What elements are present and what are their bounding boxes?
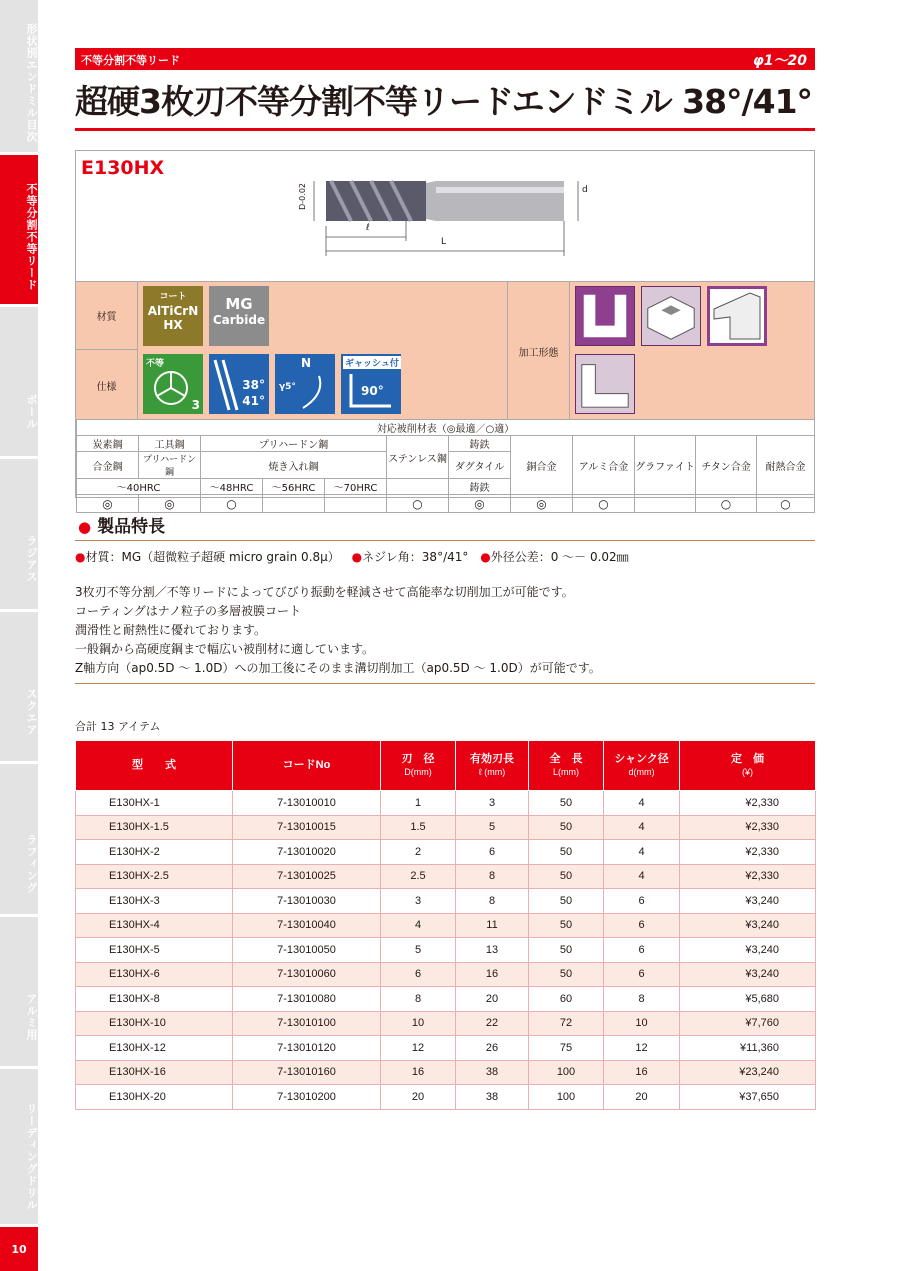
page-number: 10 [0, 1227, 38, 1271]
model-cell: E130HX-16 [76, 1060, 233, 1085]
table-row [76, 889, 816, 914]
code-cell: 7-13010040 [233, 913, 381, 938]
overall-length-cell: 60 [529, 987, 604, 1012]
flute-length-cell: 6 [456, 840, 529, 865]
flute-length-cell: 20 [456, 987, 529, 1012]
col-header-code: コードNo [233, 741, 381, 791]
diameter-cell: 6 [381, 962, 456, 987]
shank-cell: 20 [604, 1085, 680, 1110]
table-row [76, 913, 816, 938]
drawing-label-D: D-0.02 [298, 183, 307, 210]
code-cell: 7-13010120 [233, 1036, 381, 1061]
model-name: E130HX [81, 157, 165, 179]
overall-length-cell: 50 [529, 815, 604, 840]
side-tab-toc[interactable]: 形状別エンドミル目次 [0, 0, 38, 155]
description-divider [75, 683, 815, 684]
title-divider [75, 128, 815, 131]
table-row [76, 987, 816, 1012]
code-cell: 7-13010015 [233, 815, 381, 840]
gash-badge: ギャッシュ付 90° [341, 354, 401, 414]
diameter-cell: 20 [381, 1085, 456, 1110]
model-cell: E130HX-1 [76, 791, 233, 816]
side-tab-leading-drill[interactable]: リーディングドリル [0, 1069, 38, 1227]
overall-length-cell: 50 [529, 840, 604, 865]
material-table-title: 対応被削材表（◎最適／○適） [77, 420, 815, 436]
col-header-diameter: 刃 径 D(mm) [381, 741, 456, 791]
product-table [75, 740, 816, 1110]
diameter-cell: 3 [381, 889, 456, 914]
shank-cell: 10 [604, 1011, 680, 1036]
mg-carbide-badge: MG Carbide [209, 286, 269, 346]
price-cell: ¥3,240 [680, 938, 816, 963]
flute-length-cell: 26 [456, 1036, 529, 1061]
overall-length-cell: 50 [529, 889, 604, 914]
table-row [76, 1036, 816, 1061]
flute-length-cell: 38 [456, 1060, 529, 1085]
table-row [76, 962, 816, 987]
side-tab-ball[interactable]: ボール [0, 307, 38, 459]
price-cell: ¥5,680 [680, 987, 816, 1012]
price-cell: ¥7,760 [680, 1011, 816, 1036]
model-cell: E130HX-20 [76, 1085, 233, 1110]
price-cell: ¥37,650 [680, 1085, 816, 1110]
table-row [76, 1060, 816, 1085]
bullet-dot-icon: ● [480, 550, 491, 564]
model-cell: E130HX-3 [76, 889, 233, 914]
table-row [76, 938, 816, 963]
side-tab-roughing[interactable]: ラフィング [0, 764, 38, 917]
coating-badge: コート AlTiCrN HX [143, 286, 203, 346]
col-header-model: 型 式 [76, 741, 233, 791]
diameter-range: φ1〜20 [752, 53, 807, 69]
flute-length-cell: 22 [456, 1011, 529, 1036]
diameter-cell: 8 [381, 987, 456, 1012]
spec-grid [76, 281, 814, 419]
side-tab-unequal[interactable]: 不等分割不等リード [0, 155, 38, 307]
shank-cell: 4 [604, 815, 680, 840]
price-cell: ¥3,240 [680, 913, 816, 938]
side-milling-icon [707, 286, 767, 346]
diameter-cell: 4 [381, 913, 456, 938]
overall-length-cell: 72 [529, 1011, 604, 1036]
price-cell: ¥2,330 [680, 791, 816, 816]
col-header-price: 定 価 (¥) [680, 741, 816, 791]
code-cell: 7-13010200 [233, 1085, 381, 1110]
feature-bullets: ●材質：MG（超微粒子超硬 micro grain 0.8μ） ●ネジレ角：38°/41° ●外径公差：0 〜－ 0.02㎜ [75, 550, 629, 564]
price-cell: ¥3,240 [680, 889, 816, 914]
category-bar [75, 48, 815, 70]
flute-length-cell: 8 [456, 889, 529, 914]
spec-box [75, 150, 815, 511]
shoulder-milling-icon [575, 354, 635, 414]
diameter-cell: 1.5 [381, 815, 456, 840]
table-row [76, 864, 816, 889]
diameter-cell: 12 [381, 1036, 456, 1061]
shank-cell: 16 [604, 1060, 680, 1085]
overall-length-cell: 50 [529, 913, 604, 938]
unequal-flute-badge: 不等 3 [143, 354, 203, 414]
diameter-cell: 5 [381, 938, 456, 963]
model-cell: E130HX-1.5 [76, 815, 233, 840]
shank-cell: 6 [604, 913, 680, 938]
drawing-label-L: L [441, 237, 447, 247]
shank-cell: 8 [604, 987, 680, 1012]
code-cell: 7-13010010 [233, 791, 381, 816]
side-tab-aluminum[interactable]: アルミ用 [0, 917, 38, 1069]
page-title: 超硬3枚刃不等分割不等リードエンドミル 38°/41° [75, 82, 813, 121]
rake-angle-badge: N γ5° [275, 354, 335, 414]
model-cell: E130HX-6 [76, 962, 233, 987]
model-cell: E130HX-2 [76, 840, 233, 865]
price-cell: ¥2,330 [680, 815, 816, 840]
side-index [0, 0, 38, 1271]
diameter-cell: 10 [381, 1011, 456, 1036]
shank-cell: 12 [604, 1036, 680, 1061]
item-total: 合計 13 アイテム [75, 720, 161, 733]
model-cell: E130HX-10 [76, 1011, 233, 1036]
side-tab-square[interactable]: スクエア [0, 612, 38, 764]
price-cell: ¥2,330 [680, 840, 816, 865]
overall-length-cell: 75 [529, 1036, 604, 1061]
code-cell: 7-13010100 [233, 1011, 381, 1036]
price-cell: ¥3,240 [680, 962, 816, 987]
overall-length-cell: 50 [529, 962, 604, 987]
table-row [76, 815, 816, 840]
flute-length-cell: 11 [456, 913, 529, 938]
price-cell: ¥2,330 [680, 864, 816, 889]
overall-length-cell: 50 [529, 864, 604, 889]
features-divider [75, 540, 815, 541]
bullet-dot-icon: ● [351, 550, 363, 564]
flute-length-cell: 38 [456, 1085, 529, 1110]
helix-angle-badge: 38° 41° [209, 354, 269, 414]
features-heading: ● 製品特長 [78, 517, 166, 537]
side-tab-radius[interactable]: ラジアス [0, 459, 38, 612]
diameter-cell: 1 [381, 791, 456, 816]
code-cell: 7-13010025 [233, 864, 381, 889]
spec-label: 仕様 [76, 350, 138, 420]
flute-length-cell: 16 [456, 962, 529, 987]
overall-length-cell: 100 [529, 1060, 604, 1085]
model-cell: E130HX-4 [76, 913, 233, 938]
process-label: 加工形態 [508, 282, 570, 420]
slotting-icon [575, 286, 635, 346]
col-header-overall-length: 全 長 L(mm) [529, 741, 604, 791]
table-row [76, 840, 816, 865]
overall-length-cell: 50 [529, 791, 604, 816]
overall-length-cell: 50 [529, 938, 604, 963]
code-cell: 7-13010080 [233, 987, 381, 1012]
shank-cell: 6 [604, 962, 680, 987]
code-cell: 7-13010050 [233, 938, 381, 963]
flute-length-cell: 13 [456, 938, 529, 963]
flute-length-cell: 8 [456, 864, 529, 889]
code-cell: 7-13010060 [233, 962, 381, 987]
code-cell: 7-13010030 [233, 889, 381, 914]
work-material-table: 対応被削材表（◎最適／○適） 炭素鋼 工具鋼 プリハードン鋼 ステンレス鋼 鋳鉄 銅合金 アルミ合金 グラファイト チタン合金 耐熱合金 合金鋼 プリハードン鋼 焼き入れ鋼 ダグタイル 〜40HRC 〜48HRC 〜56HRC 〜70HRC 鋳鉄 ◎ ◎ ○ ○ ◎ ◎ ○ ○ ○ [76, 419, 815, 513]
model-cell: E130HX-2.5 [76, 864, 233, 889]
model-cell: E130HX-12 [76, 1036, 233, 1061]
overall-length-cell: 100 [529, 1085, 604, 1110]
diameter-cell: 2.5 [381, 864, 456, 889]
diameter-cell: 16 [381, 1060, 456, 1085]
shank-cell: 4 [604, 864, 680, 889]
shank-cell: 6 [604, 889, 680, 914]
bullet-dot-icon: ● [78, 518, 92, 536]
col-header-shank: シャンク径 d(mm) [604, 741, 680, 791]
material-suitability-row: ◎ ◎ ○ ○ ◎ ◎ ○ ○ ○ [77, 495, 815, 513]
shank-cell: 4 [604, 791, 680, 816]
col-header-flute-length: 有効刃長 ℓ (mm) [456, 741, 529, 791]
drawing-label-l: ℓ [366, 223, 370, 233]
code-cell: 7-13010160 [233, 1060, 381, 1085]
table-row [76, 1011, 816, 1036]
feature-description: 3枚刃不等分割／不等リードによってびびり振動を軽減させて高能率な切削加工が可能です。 コーティングはナノ粒子の多層被膜コート 潤滑性と耐熱性に優れております。 一般鋼から高硬度鋼まで幅広い被削材に適しています。 Z軸方向（ap0.5D 〜 1.0D）への加工後にそのまま溝切削加工（ap0.5D 〜 1.0D）が可能です。 [75, 585, 601, 675]
code-cell: 7-13010020 [233, 840, 381, 865]
material-label: 材質 [76, 282, 138, 350]
model-cell: E130HX-8 [76, 987, 233, 1012]
shank-cell: 6 [604, 938, 680, 963]
model-cell: E130HX-5 [76, 938, 233, 963]
pocketing-icon [641, 286, 701, 346]
category-label: 不等分割不等リード [81, 54, 180, 67]
price-cell: ¥11,360 [680, 1036, 816, 1061]
table-row [76, 1085, 816, 1110]
bullet-dot-icon: ● [75, 550, 86, 564]
price-cell: ¥23,240 [680, 1060, 816, 1085]
flute-length-cell: 3 [456, 791, 529, 816]
flute-length-cell: 5 [456, 815, 529, 840]
diameter-cell: 2 [381, 840, 456, 865]
drawing-label-d: d [582, 185, 588, 195]
shank-cell: 4 [604, 840, 680, 865]
table-row [76, 791, 816, 816]
